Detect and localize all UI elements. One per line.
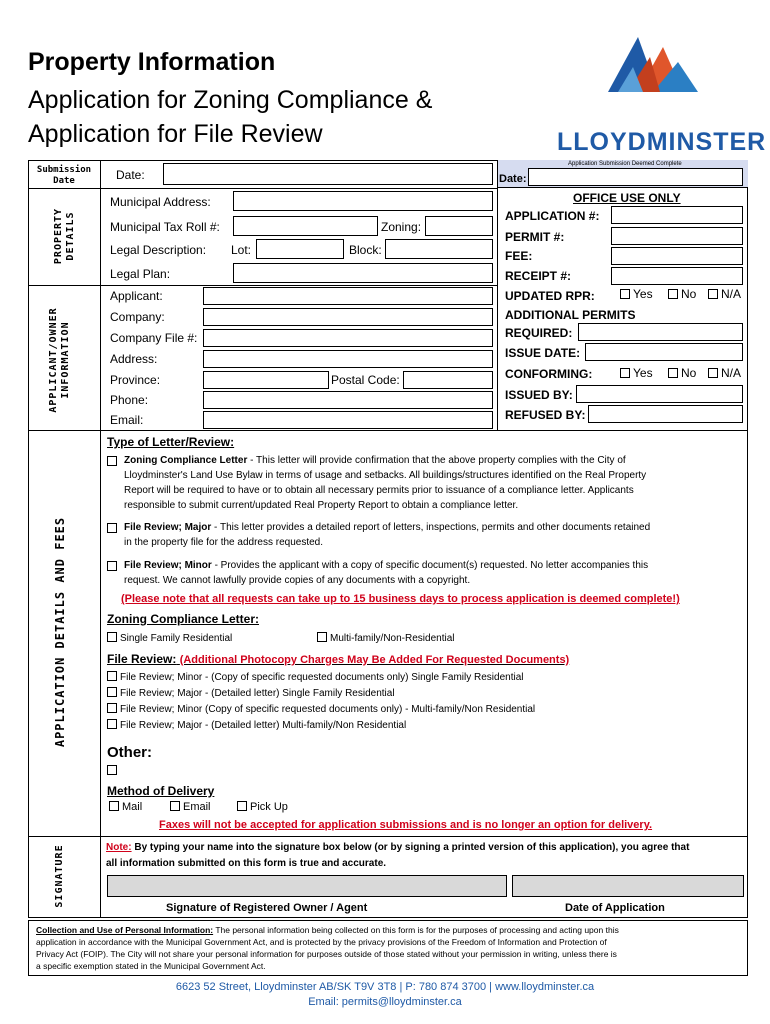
privacy-heading: Collection and Use of Personal Information: [36, 925, 214, 935]
conforming-label: CONFORMING: [505, 367, 593, 381]
tax-roll-label: Municipal Tax Roll #: [110, 220, 220, 234]
frmaj-line1: - This letter provides a detailed report of letters, inspections, permits and other documents retained [211, 522, 651, 533]
application-date-field[interactable] [512, 875, 744, 897]
company-field[interactable] [203, 308, 493, 326]
application-details-label: APPLICATION DETAILS AND FEES [53, 516, 67, 748]
rpr-no-label: No [681, 287, 697, 301]
email-option[interactable] [170, 801, 211, 813]
legal-plan-label: Legal Plan: [110, 267, 171, 281]
rpr-yes[interactable] [620, 287, 653, 301]
rpr-yes-label: Yes [633, 287, 653, 301]
zcl-checkbox[interactable] [107, 456, 117, 466]
issue-date-field[interactable] [585, 343, 743, 361]
lot-field[interactable] [256, 239, 344, 259]
file-review-heading [107, 652, 569, 666]
conforming-na-checkbox[interactable] [708, 368, 718, 378]
email-label: Email: [110, 413, 144, 427]
file-review-charges: (Additional Photocopy Charges May Be Added For Requested Documents) [179, 654, 570, 666]
single-family-checkbox[interactable] [107, 632, 117, 642]
deemed-complete-label: Application Submission Deemed Complete [568, 161, 682, 167]
signature-section-label: SIGNATURE [54, 844, 65, 908]
pickup-label: Pick Up [250, 801, 288, 813]
province-field[interactable] [203, 371, 329, 389]
address-field[interactable] [233, 191, 493, 211]
permit-no-label: PERMIT #: [505, 230, 565, 244]
lot-label: Lot: [231, 243, 252, 257]
note-line1: By typing your name into the signature box below (or by signing a printed version of this application), you agree that [131, 842, 690, 853]
fr-option-4-checkbox[interactable] [107, 719, 117, 729]
legal-desc-label: Legal Description: [110, 243, 207, 257]
fr-option-2-label: File Review; Major - (Detailed letter) Single Family Residential [120, 688, 395, 699]
signature-label: Signature of Registered Owner / Agent [166, 902, 368, 914]
date-field[interactable] [163, 163, 493, 185]
delivery-heading: Method of Delivery [107, 784, 215, 798]
frmaj-title: File Review; Major [124, 522, 212, 533]
footer-email: Email: permits@lloydminster.ca [308, 996, 462, 1008]
file-review-title: File Review: [107, 652, 177, 666]
frmin-title: File Review; Minor [124, 560, 212, 571]
multi-family-checkbox[interactable] [317, 632, 327, 642]
company-file-field[interactable] [203, 329, 493, 347]
zcl-description [124, 453, 646, 513]
multi-family-option[interactable] [317, 632, 454, 644]
refused-by-field[interactable] [588, 405, 743, 423]
required-field[interactable] [578, 323, 743, 341]
frmin-line2: request. We cannot lawfully provide copies of any documents with a copyright. [124, 575, 471, 586]
conforming-yes-label: Yes [633, 366, 653, 380]
frmaj-checkbox[interactable] [107, 523, 117, 533]
fr-option-4[interactable] [107, 719, 406, 731]
required-label: REQUIRED: [505, 326, 573, 340]
property-details-label: PROPERTY DETAILS [53, 207, 76, 265]
zcl-line4: responsible to submit current/updated Real Property Report to obtain a compliance letter. [124, 500, 519, 511]
mail-option[interactable] [109, 801, 142, 813]
email-field[interactable] [203, 411, 493, 429]
frmaj-line2: in the property file for the address requested. [124, 537, 324, 548]
single-family-option[interactable] [107, 632, 232, 644]
fax-notice: Faxes will not be accepted for application submissions and is no longer an option for delivery. [159, 819, 653, 831]
rpr-na[interactable] [708, 287, 741, 301]
issued-by-field[interactable] [576, 385, 743, 403]
fr-option-1-checkbox[interactable] [107, 671, 117, 681]
mail-label: Mail [122, 801, 143, 813]
other-heading: Other: [107, 744, 152, 761]
block-label: Block: [349, 243, 382, 257]
email-delivery-label: Email [183, 801, 211, 813]
conforming-no-label: No [681, 366, 697, 380]
frmaj-description [124, 520, 650, 550]
conforming-yes[interactable] [620, 366, 653, 380]
fee-label: FEE: [505, 249, 533, 263]
page-subtitle-1: Application for Zoning Compliance & [28, 86, 433, 114]
block-field[interactable] [385, 239, 493, 259]
pickup-option[interactable] [237, 801, 288, 813]
address-label: Municipal Address: [110, 195, 211, 209]
multi-family-label: Multi-family/Non-Residential [330, 633, 455, 644]
application-date-label: Date of Application [565, 902, 665, 914]
tax-roll-field[interactable] [233, 216, 378, 236]
office-date-field[interactable] [528, 168, 743, 186]
page-subtitle-2: Application for File Review [28, 120, 323, 148]
zoning-label: Zoning: [381, 220, 422, 234]
office-date-label: Date: [499, 173, 527, 185]
fr-option-3-label: File Review; Minor (Copy of specific requested documents only) - Multi-family/Non Residential [120, 704, 536, 715]
additional-permits-label: ADDITIONAL PERMITS [505, 308, 636, 322]
conforming-na[interactable] [708, 366, 741, 380]
receipt-label: RECEIPT #: [505, 269, 572, 283]
fr-option-2[interactable] [107, 687, 395, 699]
footer-address: 6623 52 Street, Lloydminster AB/SK T9V 3T8 | P: 780 874 3700 | www.lloydminster.ca [175, 981, 595, 993]
postal-code-field[interactable] [403, 371, 493, 389]
logo-mark [598, 32, 708, 122]
applicant-address-field[interactable] [203, 350, 493, 368]
rpr-no-checkbox[interactable] [668, 289, 678, 299]
note-line2: all information submitted on this form is true and accurate. [106, 858, 387, 869]
applicant-label: Applicant: [110, 289, 163, 303]
legal-plan-field[interactable] [233, 263, 493, 283]
application-no-field[interactable] [611, 206, 743, 224]
single-family-label: Single Family Residential [120, 633, 233, 644]
pickup-checkbox[interactable] [237, 801, 247, 811]
province-label: Province: [110, 373, 161, 387]
application-no-label: APPLICATION #: [505, 209, 600, 223]
applicant-field[interactable] [203, 287, 493, 305]
rpr-no[interactable] [668, 287, 696, 301]
phone-field[interactable] [203, 391, 493, 409]
frmin-line1: - Provides the applicant with a copy of specific document(s) requested. No letter accompanies this [211, 560, 649, 571]
zcl-line2: Lloydminster's Land Use Bylaw in terms of usage and setbacks. All buildings/structures identified on the Real Property [124, 470, 647, 481]
fr-option-1[interactable] [107, 671, 524, 683]
privacy-line4: a specific exemption stated in the Municipal Government Act. [36, 961, 266, 971]
rpr-na-label: N/A [721, 287, 742, 301]
privacy-line3: Privacy Act (FOIP). The City will not share your personal information for purposes outside of those stated without your permission in writing, unless there is [36, 949, 617, 959]
rpr-na-checkbox[interactable] [708, 289, 718, 299]
fr-option-4-label: File Review; Major - (Detailed letter) Multi-family/Non Residential [120, 720, 407, 731]
fr-option-3-checkbox[interactable] [107, 703, 117, 713]
fr-option-1-label: File Review; Minor - (Copy of specific requested documents only) Single Family Residential [120, 672, 524, 683]
zcl-title: Zoning Compliance Letter [124, 455, 248, 466]
type-heading: Type of Letter/Review: [107, 435, 235, 449]
company-file-label: Company File #: [110, 331, 198, 345]
zcl-line1: - This letter will provide confirmation that the above property complies with the City of [247, 455, 626, 466]
conforming-yes-checkbox[interactable] [620, 368, 630, 378]
submission-date-label: Submission Date [36, 165, 92, 186]
updated-rpr-label: UPDATED RPR: [505, 289, 595, 303]
office-use-heading: OFFICE USE ONLY [573, 191, 681, 205]
date-label: Date: [116, 168, 145, 182]
page-title: Property Information [28, 48, 276, 76]
signature-field[interactable] [107, 875, 507, 897]
email-checkbox[interactable] [170, 801, 180, 811]
postal-code-label: Postal Code: [331, 373, 400, 387]
fee-field[interactable] [611, 247, 743, 265]
processing-notice: (Please note that all requests can take up to 15 business days to process application is deemed complete!) [121, 593, 680, 605]
zcl-line3: Report will be required to have or to obtain all necessary permits prior to issuance of a compliance letter. Applicants [124, 485, 634, 496]
privacy-line2: application in accordance with the Municipal Government Act, and is protected by the privacy provisions of the Freedom of Information and Protection of [36, 937, 607, 947]
note-label: Note: [106, 842, 132, 853]
issue-date-label: ISSUE DATE: [505, 346, 581, 360]
zoning-field[interactable] [425, 216, 493, 236]
fr-option-3[interactable] [107, 703, 535, 715]
other-checkbox[interactable] [107, 765, 117, 775]
rpr-yes-checkbox[interactable] [620, 289, 630, 299]
receipt-field[interactable] [611, 267, 743, 285]
conforming-no[interactable] [668, 366, 696, 380]
zcl-heading: Zoning Compliance Letter: [107, 612, 260, 626]
permit-no-field[interactable] [611, 227, 743, 245]
privacy-text [36, 924, 619, 972]
frmin-checkbox[interactable] [107, 561, 117, 571]
privacy-line1: The personal information being collected on this form is for the purposes of processing and acting upon this [213, 925, 619, 935]
issued-by-label: ISSUED BY: [505, 388, 573, 402]
conforming-no-checkbox[interactable] [668, 368, 678, 378]
fr-option-2-checkbox[interactable] [107, 687, 117, 697]
phone-label: Phone: [110, 393, 149, 407]
conforming-na-label: N/A [721, 366, 742, 380]
logo-text: LLOYDMINSTER [557, 128, 767, 156]
frmin-description [124, 558, 648, 588]
refused-by-label: REFUSED BY: [505, 408, 586, 422]
applicant-info-label: APPLICANT/OWNER INFORMATION [48, 307, 71, 413]
company-label: Company: [110, 310, 165, 324]
mail-checkbox[interactable] [109, 801, 119, 811]
applicant-address-label: Address: [110, 352, 158, 366]
signature-note [106, 840, 689, 872]
